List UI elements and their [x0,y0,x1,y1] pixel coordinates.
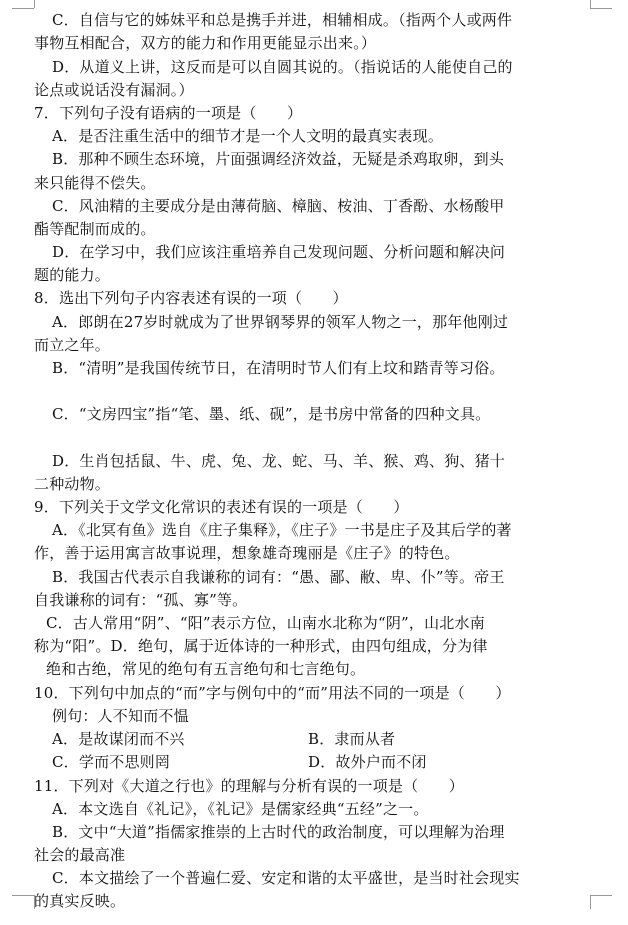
text-line: C．本文描绘了一个普遍仁爱、安定和谐的太平盛世，是当时社会现实 [52,869,520,887]
text-line: 作，善于运用寓言故事说理，想象雄奇瑰丽是《庄子》的特色。 [34,544,460,562]
example-sentence: 例句：人不知而不愠 [52,707,189,725]
text-line: 自我谦称的词有：“孤、寡”等。 [34,591,248,609]
text-line: D．在学习中，我们应该注重培养自己发现问题、分析问题和解决问 [52,243,506,261]
question-9-title: 9．下列关于文学文化常识的表述有误的一项是（ ） [34,498,409,516]
text-line: B．我国古代表示自我谦称的词有：“愚、鄙、敝、卑、仆”等。帝王 [52,568,505,586]
option-d: D．故外户而不闭 [308,753,427,771]
question-7-title: 7．下列句子没有语病的一项是（ ） [34,104,303,122]
question-10-title: 10．下列句中加点的“而”字与例句中的“而”用法不同的一项是（ ） [34,684,511,702]
text-line: C．古人常用“阴”、“阳”表示方位，山南水北称为“阴”，山北水南 [46,614,485,632]
text-line: 二种动物。 [34,475,111,493]
option-a: A．是故谋闭而不兴 [52,730,185,748]
text-line: C．风油精的主要成分是由薄荷脑、樟脑、桉油、丁香酚、水杨酸甲 [52,197,505,215]
option-b: B．隶而从者 [308,730,396,748]
text-line: 题的能力。 [34,266,111,284]
text-line: C．“文房四宝”指“笔、墨、纸、砚”，是书房中常备的四种文具。 [52,405,491,423]
text-line: A．《北冥有鱼》选自《庄子集释》，《庄子》一书是庄子及其后学的著 [52,521,512,539]
text-line: A．是否注重生活中的细节才是一个人文明的最真实表现。 [52,127,444,145]
text-line: 事物互相配合，双方的能力和作用更能显示出来。） [34,34,377,52]
text-line: 绝和古绝，常见的绝句有五言绝句和七言绝句。 [46,660,366,678]
text-line: B．那种不顾生态环境，片面强调经济效益，无疑是杀鸡取卵，到头 [52,150,505,168]
question-8-title: 8．选出下列句子内容表述有误的一项（ ） [34,289,348,307]
text-line: 的真实反映。 [34,892,126,910]
text-line: C．自信与它的姊妹平和总是携手并进，相辅相成。（指两个人或两件 [52,11,513,29]
text-line: A．本文选自《礼记》，《礼记》是儒家经典“五经”之一。 [52,800,429,818]
text-line: D．生肖包括鼠、牛、虎、兔、龙、蛇、马、羊、猴、鸡、狗、猪十 [52,452,506,470]
text-line: B．文中“大道”指儒家推崇的上古时代的政治制度，可以理解为治理 [52,823,505,841]
text-line: 来只能得不偿失。 [34,174,156,192]
text-line: 而立之年。 [34,336,111,354]
text-line: 称为“阳”。D．绝句，属于近体诗的一种形式，由四句组成，分为律 [34,637,488,655]
text-line: 社会的最高准 [34,846,126,864]
text-line: A．郎朗在27岁时就成为了世界钢琴界的领军人物之一，那年他刚过 [52,313,509,331]
option-c: C．学而不思则罔 [52,753,171,771]
question-11-title: 11．下列对《大道之行也》的理解与分析有误的一项是（ ） [34,777,464,795]
text-line: 论点或说话没有漏洞。） [34,81,194,99]
text-line: 酯等配制而成的。 [34,220,156,238]
text-line: B．“清明”是我国传统节日，在清明时节人们有上坟和踏青等习俗。 [52,359,505,377]
text-line: D．从道义上讲，这反而是可以自圆其说的。（指说话的人能使自己的 [52,58,513,76]
